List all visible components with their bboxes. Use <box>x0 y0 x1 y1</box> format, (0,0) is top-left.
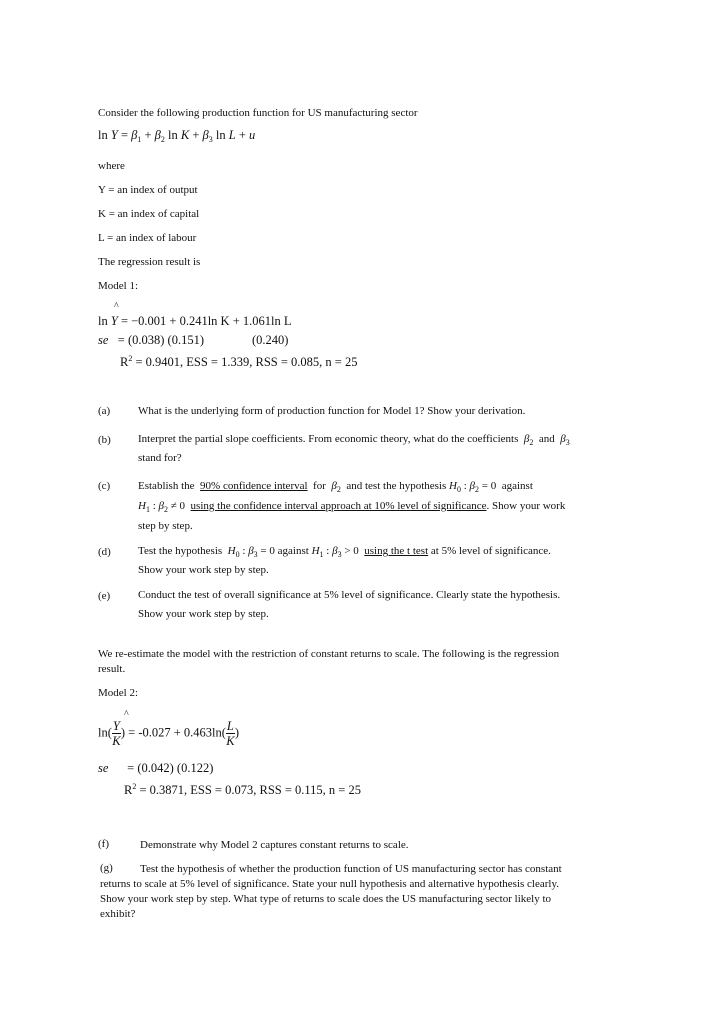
reestimate-text: We re-estimate the model with the restriction of constant returns to scale. The following is the regression <box>98 648 560 660</box>
q-e-label: (e) <box>98 590 111 602</box>
q-g-line-1: Test the hypothesis of whether the production function of US manufacturing sector has constant <box>140 863 562 875</box>
model1-equation: ln Y = −0.001 + 0.241ln K + 1.061ln L <box>98 314 292 328</box>
q-b-text: Interpret the partial slope coefficients. From economic theory, what do the coefficients $\beta_2$ and $\beta_3$ stand for? <box>138 433 570 464</box>
q-d-text: Test the hypothesis $H_0$ : $\beta_3 = 0$ against $H_1$ : $\beta_3 > 0$ using the t test at 5% level of significance. Show your work step by step. <box>138 545 551 576</box>
regression-intro: The regression result is <box>98 256 201 268</box>
q-b-label: (b) <box>98 434 111 446</box>
q-c-text: Establish the 90% confidence interval for $\beta_2$ and test the hypothesis $H_0$ : $\beta_2 = 0$ against $H_1$ : $\beta_2 \ne 0$ using the confidence interval approach at 10% level of significance. Show your work step by step. <box>138 480 566 532</box>
model2-se: se = (0.042) (0.122) <box>98 761 214 775</box>
reestimate-text-2: result. <box>98 663 126 675</box>
model2-label: Model 2: <box>98 687 139 699</box>
model2-stats: $R^2 = 0.3871$, ESS = 0.073, RSS = 0.115, n = 25 <box>124 782 361 797</box>
def-k: K = an index of capital <box>98 208 200 220</box>
def-l: L = an index of labour <box>98 232 197 244</box>
hat-symbol-2: ^ <box>124 709 129 720</box>
q-g-line-4: exhibit? <box>100 908 136 920</box>
model1-se-l: (0.240) <box>252 333 289 347</box>
q-g-line-3: Show your work step by step. What type of returns to scale does the US manufacturing sector likely to <box>100 893 552 905</box>
where-label: where <box>98 160 125 172</box>
model1-stats: $R^2 = 0.9401$, ESS = 1.339, RSS = 0.085, n = 25 <box>120 354 358 369</box>
hat-symbol: ^ <box>114 301 119 312</box>
q-d-label: (d) <box>98 546 111 558</box>
q-g-label: (g) <box>100 862 113 874</box>
q-a-label: (a) <box>98 405 111 417</box>
q-c-label: (c) <box>98 480 111 492</box>
q-g-line-2: returns to scale at 5% level of significance. State your null hypothesis and alternative hypothesis clearly. <box>100 878 560 890</box>
q-f-label: (f) <box>98 838 109 850</box>
intro-text: Consider the following production function for US manufacturing sector <box>98 107 418 119</box>
q-a-text: What is the underlying form of production function for Model 1? Show your derivation. <box>138 405 526 417</box>
model1-label: Model 1: <box>98 280 139 292</box>
model2-equation: ln( $\frac{Y}{K}$ ) = -0.027 + 0.463ln( $\frac{L}{K}$ ) <box>98 719 240 748</box>
q-e-text: Conduct the test of overall significance at 5% level of significance. Clearly state the hypothesis. Show your work step by step. <box>138 589 561 620</box>
model1-se: se = (0.038) (0.151) <box>98 333 204 347</box>
production-function-equation: $\ln Y = \beta_1 + \beta_2$ $\ln K + \beta_3$ ln L + u <box>98 128 256 144</box>
def-y: Y = an index of output <box>98 184 198 196</box>
q-f-text: Demonstrate why Model 2 captures constant returns to scale. <box>140 839 409 851</box>
